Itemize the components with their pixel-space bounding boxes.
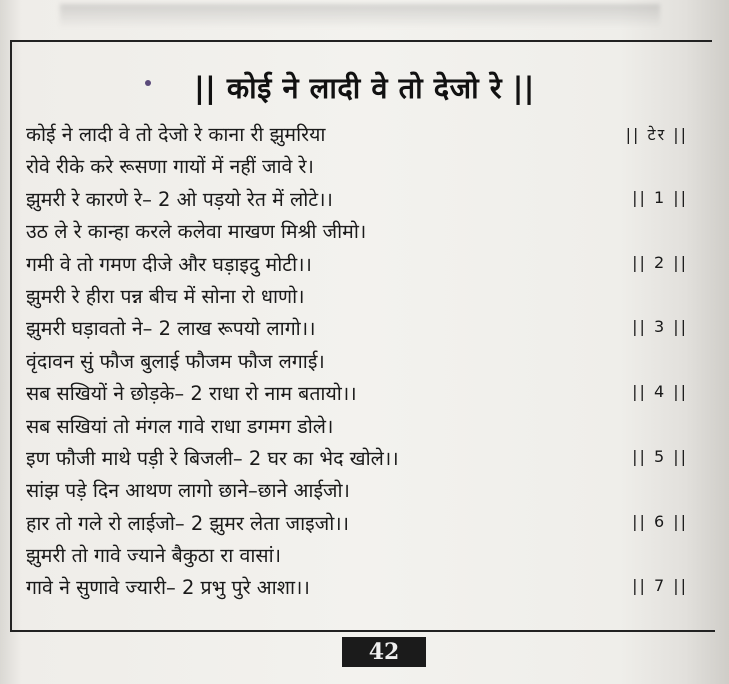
lyric-line <box>26 511 696 543</box>
verse-marker: || 3 || <box>632 317 688 337</box>
lyric-text: रोवे रीके करे रूसणा गायों में नहीं जावे रे। <box>26 155 314 179</box>
lyric-line <box>26 414 696 446</box>
lyric-line <box>26 478 696 510</box>
song-title: || कोई ने लादी वे तो देजो रे || <box>194 71 535 105</box>
page-number: 42 <box>368 639 400 665</box>
verse-marker: || 2 || <box>632 252 688 272</box>
lyric-line <box>26 575 696 607</box>
lyric-text: सांझ पड़े दिन आथण लागो छाने–छाने आईजो। <box>26 479 350 503</box>
lyric-text: उठ ले रे कान्हा करले कलेवा माखण मिश्री जीमो। <box>26 220 367 244</box>
verse-marker: || 1 || <box>632 187 688 207</box>
verse-marker: || 6 || <box>632 511 688 531</box>
lyric-line <box>26 316 696 348</box>
lyric-text: वृंदावन सुं फौज बुलाई फौजम फौज लगाई। <box>26 349 325 373</box>
lyric-line <box>26 219 696 251</box>
verse-marker: || टेर || <box>625 125 688 144</box>
lyric-line <box>26 381 696 413</box>
lyric-line <box>26 284 696 316</box>
lyric-text: गमी वे तो गमण दीजे और घड़ाइदु मोटी।। <box>26 252 312 276</box>
lyric-line <box>26 187 696 219</box>
lyric-line <box>26 349 696 381</box>
verse-marker: || 4 || <box>632 382 688 402</box>
lyric-line <box>26 154 696 186</box>
lyric-line <box>26 122 696 154</box>
lyric-line <box>26 446 696 478</box>
lyric-text: सब सखियां तो मंगल गावे राधा डगमग डोले। <box>26 414 334 438</box>
lyric-text: इण फौजी माथे पड़ी रे बिजली– 2 घर का भेद खोले।। <box>26 446 399 470</box>
lyric-text: झुमरी घड़ावतो ने– 2 लाख रूपयो लागो।। <box>26 317 316 341</box>
lyric-line <box>26 252 696 284</box>
verse-marker: || 7 || <box>632 576 688 596</box>
lyric-text: गावे ने सुणावे ज्यारी– 2 प्रभु पुरे आशा।। <box>26 576 310 600</box>
lyric-text: झुमरी तो गावे ज्याने बैकुठा रा वासां। <box>26 544 282 568</box>
lyric-text: हार तो गले रो लाईजो– 2 झुमर लेता जाइजो।। <box>26 511 350 535</box>
lyric-text: सब सखियों ने छोड़के– 2 राधा रो नाम बतायो।। <box>26 382 357 406</box>
lyric-text: झुमरी रे हीरा पन्न बीच में सोना रो धाणो। <box>26 284 305 308</box>
bottom-rule <box>10 630 715 632</box>
verse-marker: || 5 || <box>632 446 688 466</box>
lyric-line <box>26 543 696 575</box>
bleed-through-shadow <box>60 4 660 28</box>
lyric-text: कोई ने लादी वे तो देजो रे काना री झुमरिया <box>26 123 326 146</box>
song-lyrics <box>26 122 696 608</box>
lyric-text: झुमरी रे कारणे रे– 2 ओ पड़यो रेत में लोटे।। <box>26 187 333 211</box>
